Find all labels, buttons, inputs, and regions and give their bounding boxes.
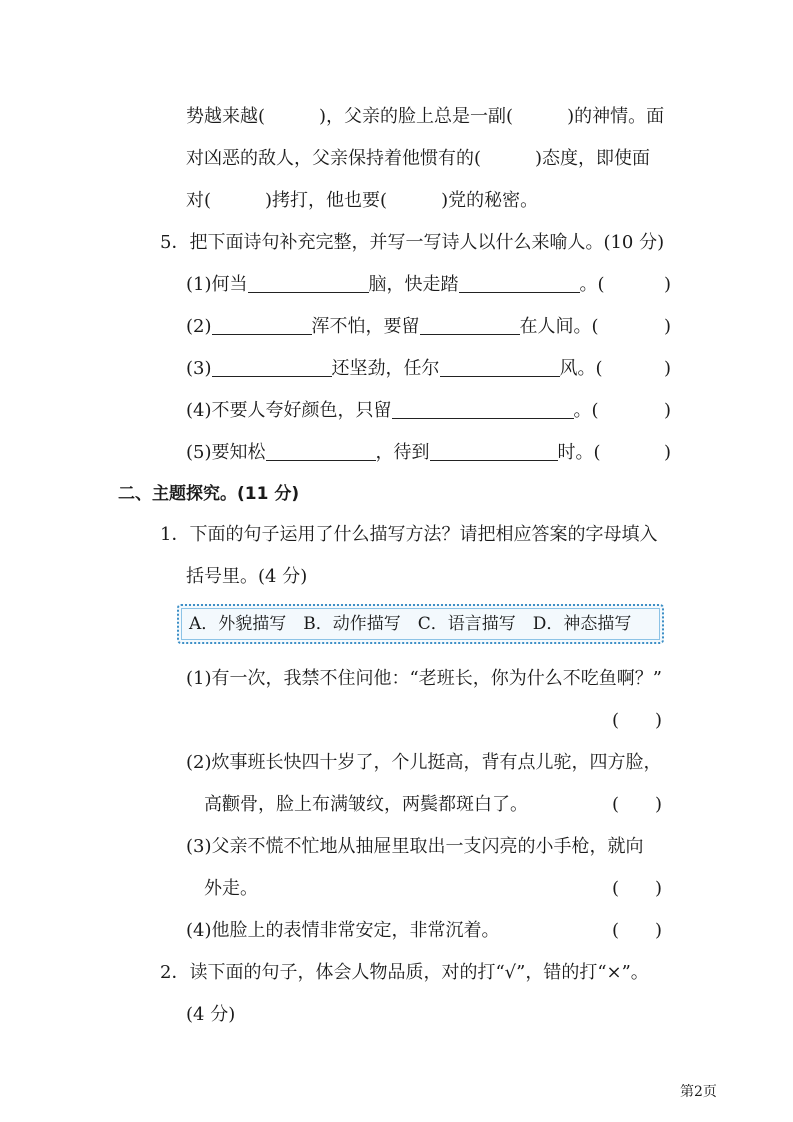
sentence-2: (2)炊事班长快四十岁了，个儿挺高，背有点儿驼，四方脸， (186, 752, 662, 773)
close-paren: ) (664, 316, 672, 337)
close-paren: ) (664, 400, 672, 421)
poem-item-1: (1)何当 脑，快走踏 。( (186, 274, 605, 295)
close-paren: ) (664, 442, 672, 463)
options-box (177, 604, 664, 644)
close-paren: ) (664, 358, 672, 379)
sentence-2-cont: 高颧骨，脸上布满皱纹，两鬓都斑白了。 (204, 794, 528, 815)
sentence-3-cont: 外走。 (204, 878, 258, 899)
poem-item-2: (2) 浑不怕，要留 在人间。( (186, 316, 599, 337)
question-2-line: 2．读下面的句子，体会人物品质，对的打“√”，错的打“×”。 (160, 962, 649, 983)
question-1-line: 1．下面的句子运用了什么描写方法？请把相应答案的字母填入 (160, 524, 658, 545)
question-1-line: 括号里。(4 分) (186, 566, 308, 587)
passage-line: 势越来越( )，父亲的脸上总是一副( )的神情。面 (186, 106, 665, 127)
answer-paren[interactable]: ( ) (612, 710, 663, 731)
fill-blank[interactable] (420, 316, 520, 335)
passage-line: 对凶恶的敌人，父亲保持着他惯有的( )态度，即使面 (186, 148, 651, 169)
question-5-title: 5．把下面诗句补充完整，并写一写诗人以什么来喻人。(10 分) (160, 232, 665, 253)
passage-line: 对( )拷打，他也要( )党的秘密。 (186, 190, 539, 211)
poem-item-3: (3) 还坚劲，任尔 风。( (186, 358, 603, 379)
sentence-4: (4)他脸上的表情非常安定，非常沉着。 (186, 920, 500, 941)
fill-blank[interactable] (459, 274, 580, 293)
close-paren: ) (664, 274, 672, 295)
poem-item-4: (4)不要人夸好颜色，只留 。( (186, 400, 599, 421)
answer-paren[interactable]: ( ) (612, 878, 663, 899)
poem-item-5: (5)要知松 ，待到 时。( (186, 442, 601, 463)
fill-blank[interactable] (266, 442, 376, 461)
fill-blank[interactable] (212, 316, 312, 335)
fill-blank[interactable] (392, 400, 574, 419)
page-number: 第2页 (680, 1084, 717, 1100)
answer-paren[interactable]: ( ) (612, 794, 663, 815)
fill-blank[interactable] (248, 274, 369, 293)
sentence-3: (3)父亲不慌不忙地从抽屉里取出一支闪亮的小手枪，就向 (186, 836, 644, 857)
options-text: A．外貌描写 B．动作描写 C．语言描写 D．神态描写 (189, 614, 632, 634)
section-2-heading: 二、主题探究。(11 分) (118, 484, 300, 504)
answer-paren[interactable]: ( ) (612, 920, 663, 941)
sentence-1: (1)有一次，我禁不住问他：“老班长，你为什么不吃鱼啊？” (186, 668, 662, 689)
fill-blank[interactable] (440, 358, 560, 377)
fill-blank[interactable] (212, 358, 332, 377)
question-2-line: (4 分) (186, 1004, 236, 1025)
fill-blank[interactable] (430, 442, 558, 461)
